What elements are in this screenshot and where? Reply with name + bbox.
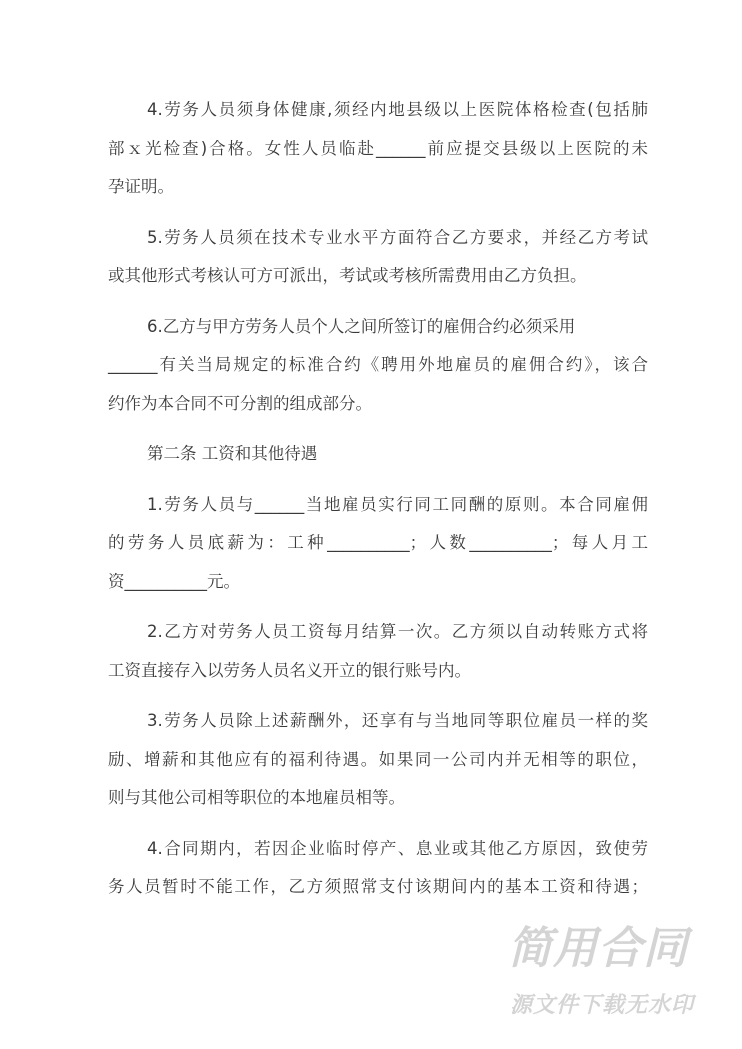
text-line: 6.乙方与甲方劳务人员个人之间所签订的雇佣合约必须采用	[147, 316, 576, 336]
text-line: 部ｘ光检查)合格。女性人员临赴______前应提交县级以上医院的未	[108, 138, 648, 158]
text-line: 务人员暂时不能工作，乙方须照常支付该期间内的基本工资和待遇；	[108, 877, 648, 896]
text-line: 3.劳务人员除上述薪酬外，还享有与当地同等职位雇员一样的奖	[147, 711, 648, 730]
text-line: 励、增薪和其他应有的福利待遇。如果同一公司内并无相等的职位，	[108, 749, 648, 769]
text-line: ______有关当局规定的标准合约《聘用外地雇员的雇佣合约》，该合	[108, 355, 648, 374]
paragraph	[108, 491, 648, 607]
text-line: 则与其他公司相等职位的本地雇员相等。	[108, 788, 405, 807]
watermark-title: 简用合同	[508, 923, 688, 974]
text-line: 的劳务人员底薪为：工种__________；人数__________；每人月工	[108, 533, 648, 552]
text-line: 孕证明。	[108, 177, 174, 196]
text-line: 4.合同期内，若因企业临时停产、息业或其他乙方原因，致使劳	[147, 838, 648, 858]
text-line: 第二条 工资和其他待遇	[147, 444, 318, 463]
text-line: 约作为本合同不可分割的组成部分。	[108, 393, 372, 413]
paragraph	[108, 618, 648, 695]
text-line: 5.劳务人员须在技术专业水平方面符合乙方要求，并经乙方考试	[147, 227, 648, 247]
text-line: 工资直接存入以劳务人员名义开立的银行账号内。	[108, 660, 471, 680]
paragraph	[108, 707, 648, 823]
paragraph	[108, 313, 648, 429]
document-body	[108, 96, 648, 924]
paragraph	[108, 224, 648, 301]
text-line: 4.劳务人员须身体健康,须经内地县级以上医院体格检查(包括肺	[147, 100, 648, 119]
text-line: 2.乙方对劳务人员工资每月结算一次。乙方须以自动转账方式将	[147, 622, 648, 641]
watermark-subtitle: 源文件下载无水印	[510, 993, 695, 1018]
paragraph	[108, 96, 648, 212]
text-line: 资__________元。	[108, 571, 240, 591]
section-heading	[108, 440, 648, 479]
text-line: 1.劳务人员与______当地雇员实行同工同酬的原则。本合同雇佣	[147, 494, 648, 514]
text-line: 或其他形式考核认可方可派出，考试或考核所需费用由乙方负担。	[108, 266, 587, 285]
paragraph	[108, 835, 648, 912]
